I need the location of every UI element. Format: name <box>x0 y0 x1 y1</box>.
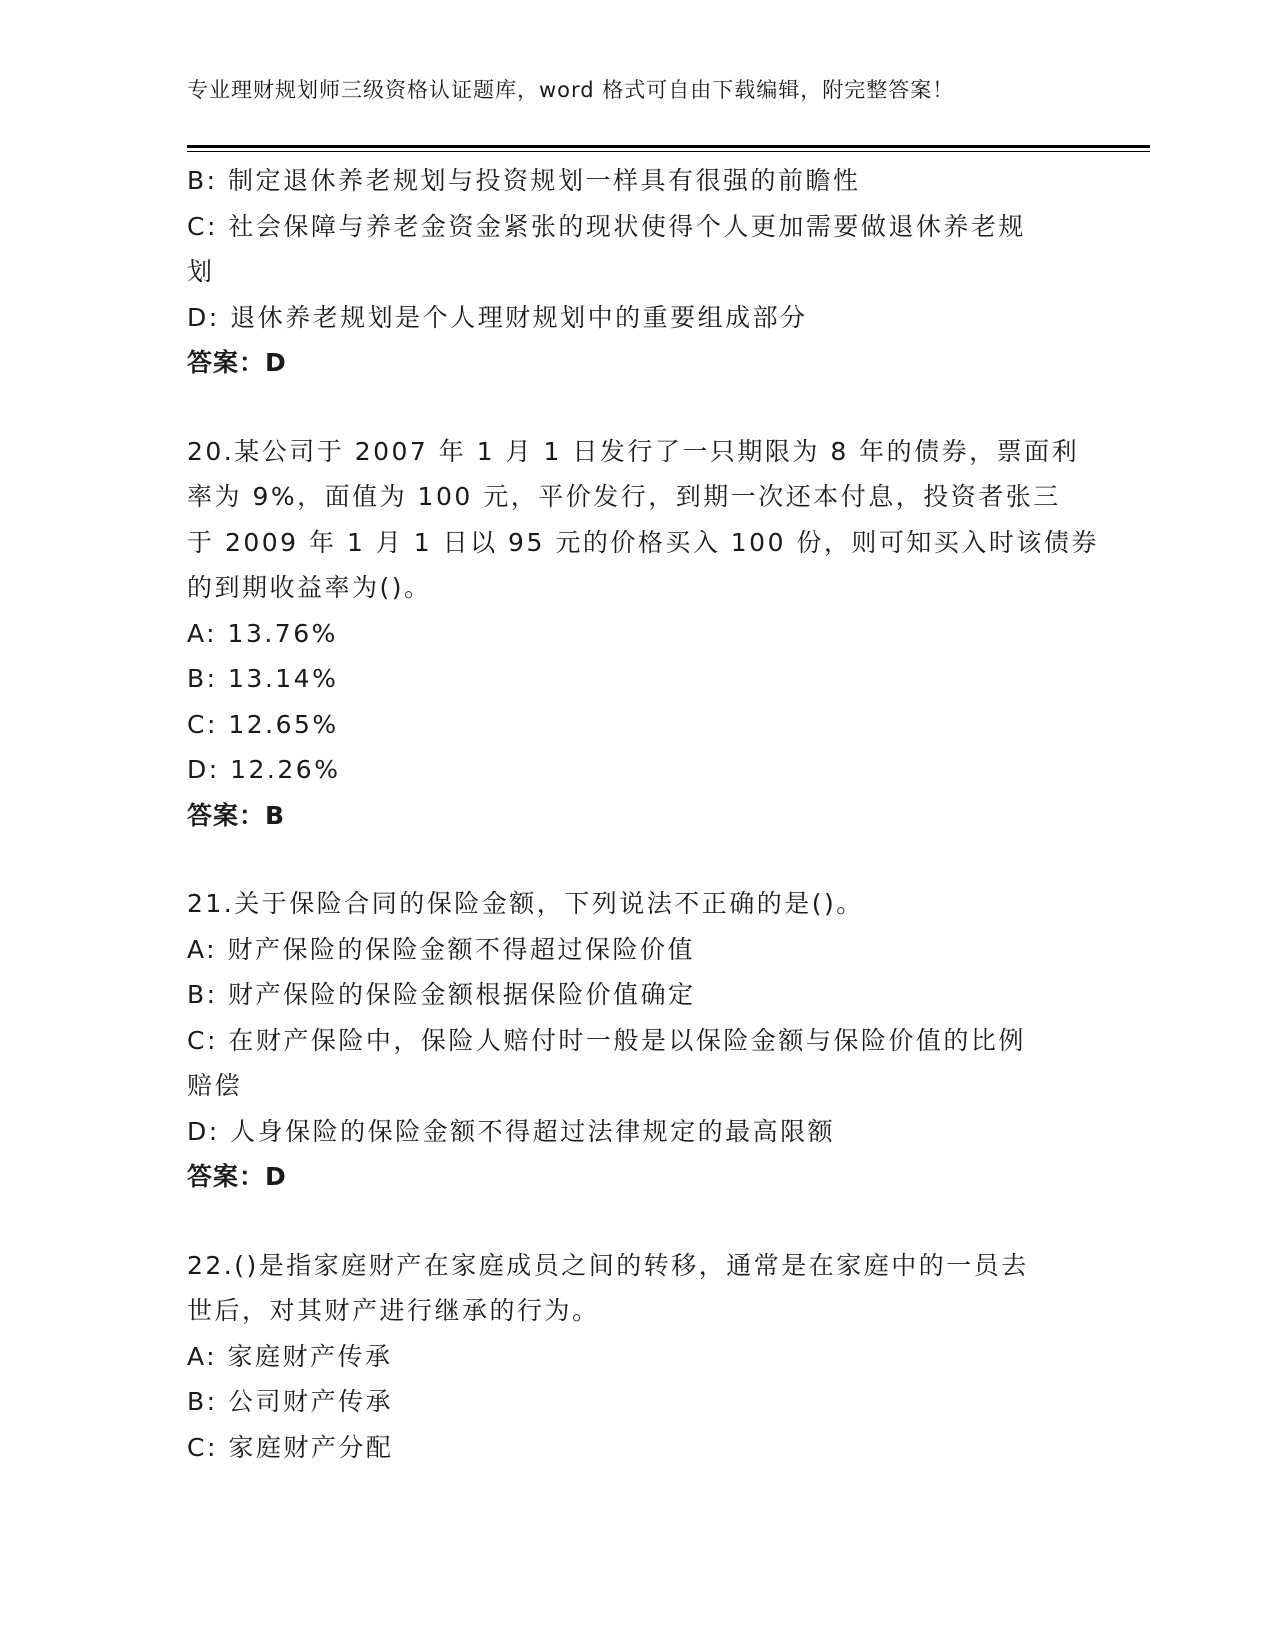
option-c-continued: 划 <box>187 257 215 286</box>
option-b: B: 13.14% <box>187 664 339 693</box>
option-b: B: 财产保险的保险金额根据保险价值确定 <box>187 980 696 1009</box>
question-block-22 <box>187 1243 1087 1471</box>
question-block-19 <box>187 158 1087 386</box>
answer: 答案：D <box>187 1162 287 1191</box>
question-stem: 世后，对其财产进行继承的行为。 <box>187 1296 600 1325</box>
header-rule-thick <box>187 145 1150 148</box>
header-rule-thin <box>187 151 1150 152</box>
option-b: B: 公司财产传承 <box>187 1387 394 1416</box>
option-a: A: 13.76% <box>187 618 338 648</box>
answer: 答案：B <box>187 800 286 830</box>
question-stem: 22.()是指家庭财产在家庭成员之间的转移，通常是在家庭中的一员去 <box>187 1250 1029 1280</box>
option-b: B: 制定退休养老规划与投资规划一样具有很强的前瞻性 <box>187 166 861 195</box>
document-body <box>187 158 1099 1470</box>
question-stem: 率为 9%，面值为 100 元，平价发行，到期一次还本付息，投资者张三 <box>187 482 1061 511</box>
option-c-continued: 赔偿 <box>187 1071 243 1100</box>
page-header: 专业理财规划师三级资格认证题库，word 格式可自由下载编辑，附完整答案！ <box>187 78 955 102</box>
question-stem: 20.某公司于 2007 年 1 月 1 日发行了一只期限为 8 年的债券，票面利 <box>187 436 1080 466</box>
answer: 答案：D <box>187 348 287 377</box>
question-stem: 21.关于保险合同的保险金额，下列说法不正确的是()。 <box>187 889 864 918</box>
question-block-21 <box>187 881 1087 1200</box>
option-a: A: 财产保险的保险金额不得超过保险价值 <box>187 934 696 964</box>
option-d: D: 退休养老规划是个人理财规划中的重要组成部分 <box>187 302 808 332</box>
option-d: D: 12.26% <box>187 755 341 784</box>
option-c: C: 家庭财产分配 <box>187 1432 394 1462</box>
option-d: D: 人身保险的保险金额不得超过法律规定的最高限额 <box>187 1116 836 1146</box>
option-c: C: 在财产保险中，保险人赔付时一般是以保险金额与保险价值的比例 <box>187 1025 1026 1055</box>
option-c: C: 12.65% <box>187 709 339 739</box>
option-c: C: 社会保障与养老金资金紧张的现状使得个人更加需要做退休养老规 <box>187 211 1026 241</box>
option-a: A: 家庭财产传承 <box>187 1341 393 1371</box>
question-block-20 <box>187 429 1099 839</box>
question-stem: 的到期收益率为()。 <box>187 573 432 602</box>
question-stem: 于 2009 年 1 月 1 日以 95 元的价格买入 100 份，则可知买入时该债券 <box>187 527 1099 557</box>
